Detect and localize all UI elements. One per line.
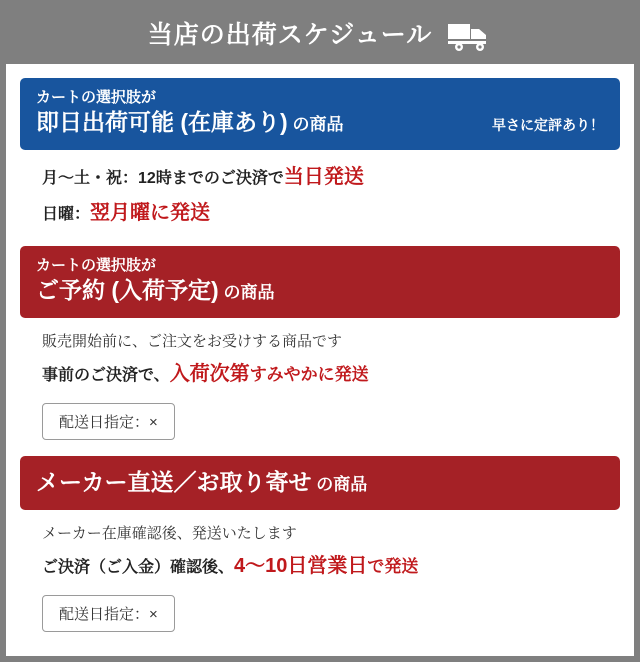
detail-line: メーカー在庫確認後、発送いたします xyxy=(42,525,297,543)
detail-line: 販売開始前に、ご注文をお受けする商品です xyxy=(42,333,343,351)
detail-label: 日曜： xyxy=(42,206,91,224)
detail-highlight-small: すみやかに発送 xyxy=(249,364,369,384)
band-title-suffix: の商品 xyxy=(218,283,275,303)
detail-highlight: 当日発送 xyxy=(283,166,364,189)
band-title-main: メーカー直送／お取り寄せ xyxy=(36,468,312,495)
detail-normal: 12時までのご決済で xyxy=(138,170,284,188)
detail-line xyxy=(42,551,600,582)
band-note: 早さに定評あり！ xyxy=(492,117,604,134)
schedule-content xyxy=(6,64,634,634)
spacer xyxy=(20,236,620,246)
status-badge: 配送日指定：× xyxy=(42,595,175,632)
detail-label: ご決済（ご入金）確認後、 xyxy=(42,558,235,576)
band-title xyxy=(36,108,343,138)
detail-line xyxy=(42,198,600,229)
detail-line xyxy=(42,359,600,390)
band-title xyxy=(36,468,367,498)
page-header xyxy=(6,6,634,64)
spacer xyxy=(20,442,620,456)
detail-highlight: 入荷次第 xyxy=(169,362,250,385)
delivery-truck-icon xyxy=(446,18,492,52)
status-badge: 配送日指定：× xyxy=(42,403,175,440)
detail-label: 月〜土・祝： xyxy=(42,170,139,188)
section-band-reserve xyxy=(20,246,620,318)
band-text-group xyxy=(36,256,274,306)
band-subtitle: カートの選択肢が xyxy=(36,89,157,106)
section-details-direct xyxy=(20,510,620,633)
band-text-group xyxy=(36,88,343,138)
section-details-immediate xyxy=(20,150,620,236)
detail-highlight-small: で発送 xyxy=(367,556,419,576)
section-band-direct xyxy=(20,456,620,511)
band-title-main: ご予約 (入荷予定) xyxy=(36,277,219,304)
band-title xyxy=(36,276,274,306)
detail-highlight: 4〜10日営業日 xyxy=(234,554,368,577)
page-title: 当店の出荷スケジュール xyxy=(147,20,433,49)
band-subtitle: カートの選択肢が xyxy=(36,257,157,275)
band-title-suffix: の商品 xyxy=(311,474,368,494)
section-details-reserve xyxy=(20,318,620,441)
detail-highlight: 翌月曜に発送 xyxy=(90,202,211,225)
band-title-main: 即日出荷可能 (在庫あり) xyxy=(36,109,288,136)
detail-label: 事前のご決済で、 xyxy=(42,366,170,384)
detail-line xyxy=(42,162,600,193)
section-band-immediate xyxy=(20,78,620,150)
band-title-suffix: の商品 xyxy=(287,115,344,135)
